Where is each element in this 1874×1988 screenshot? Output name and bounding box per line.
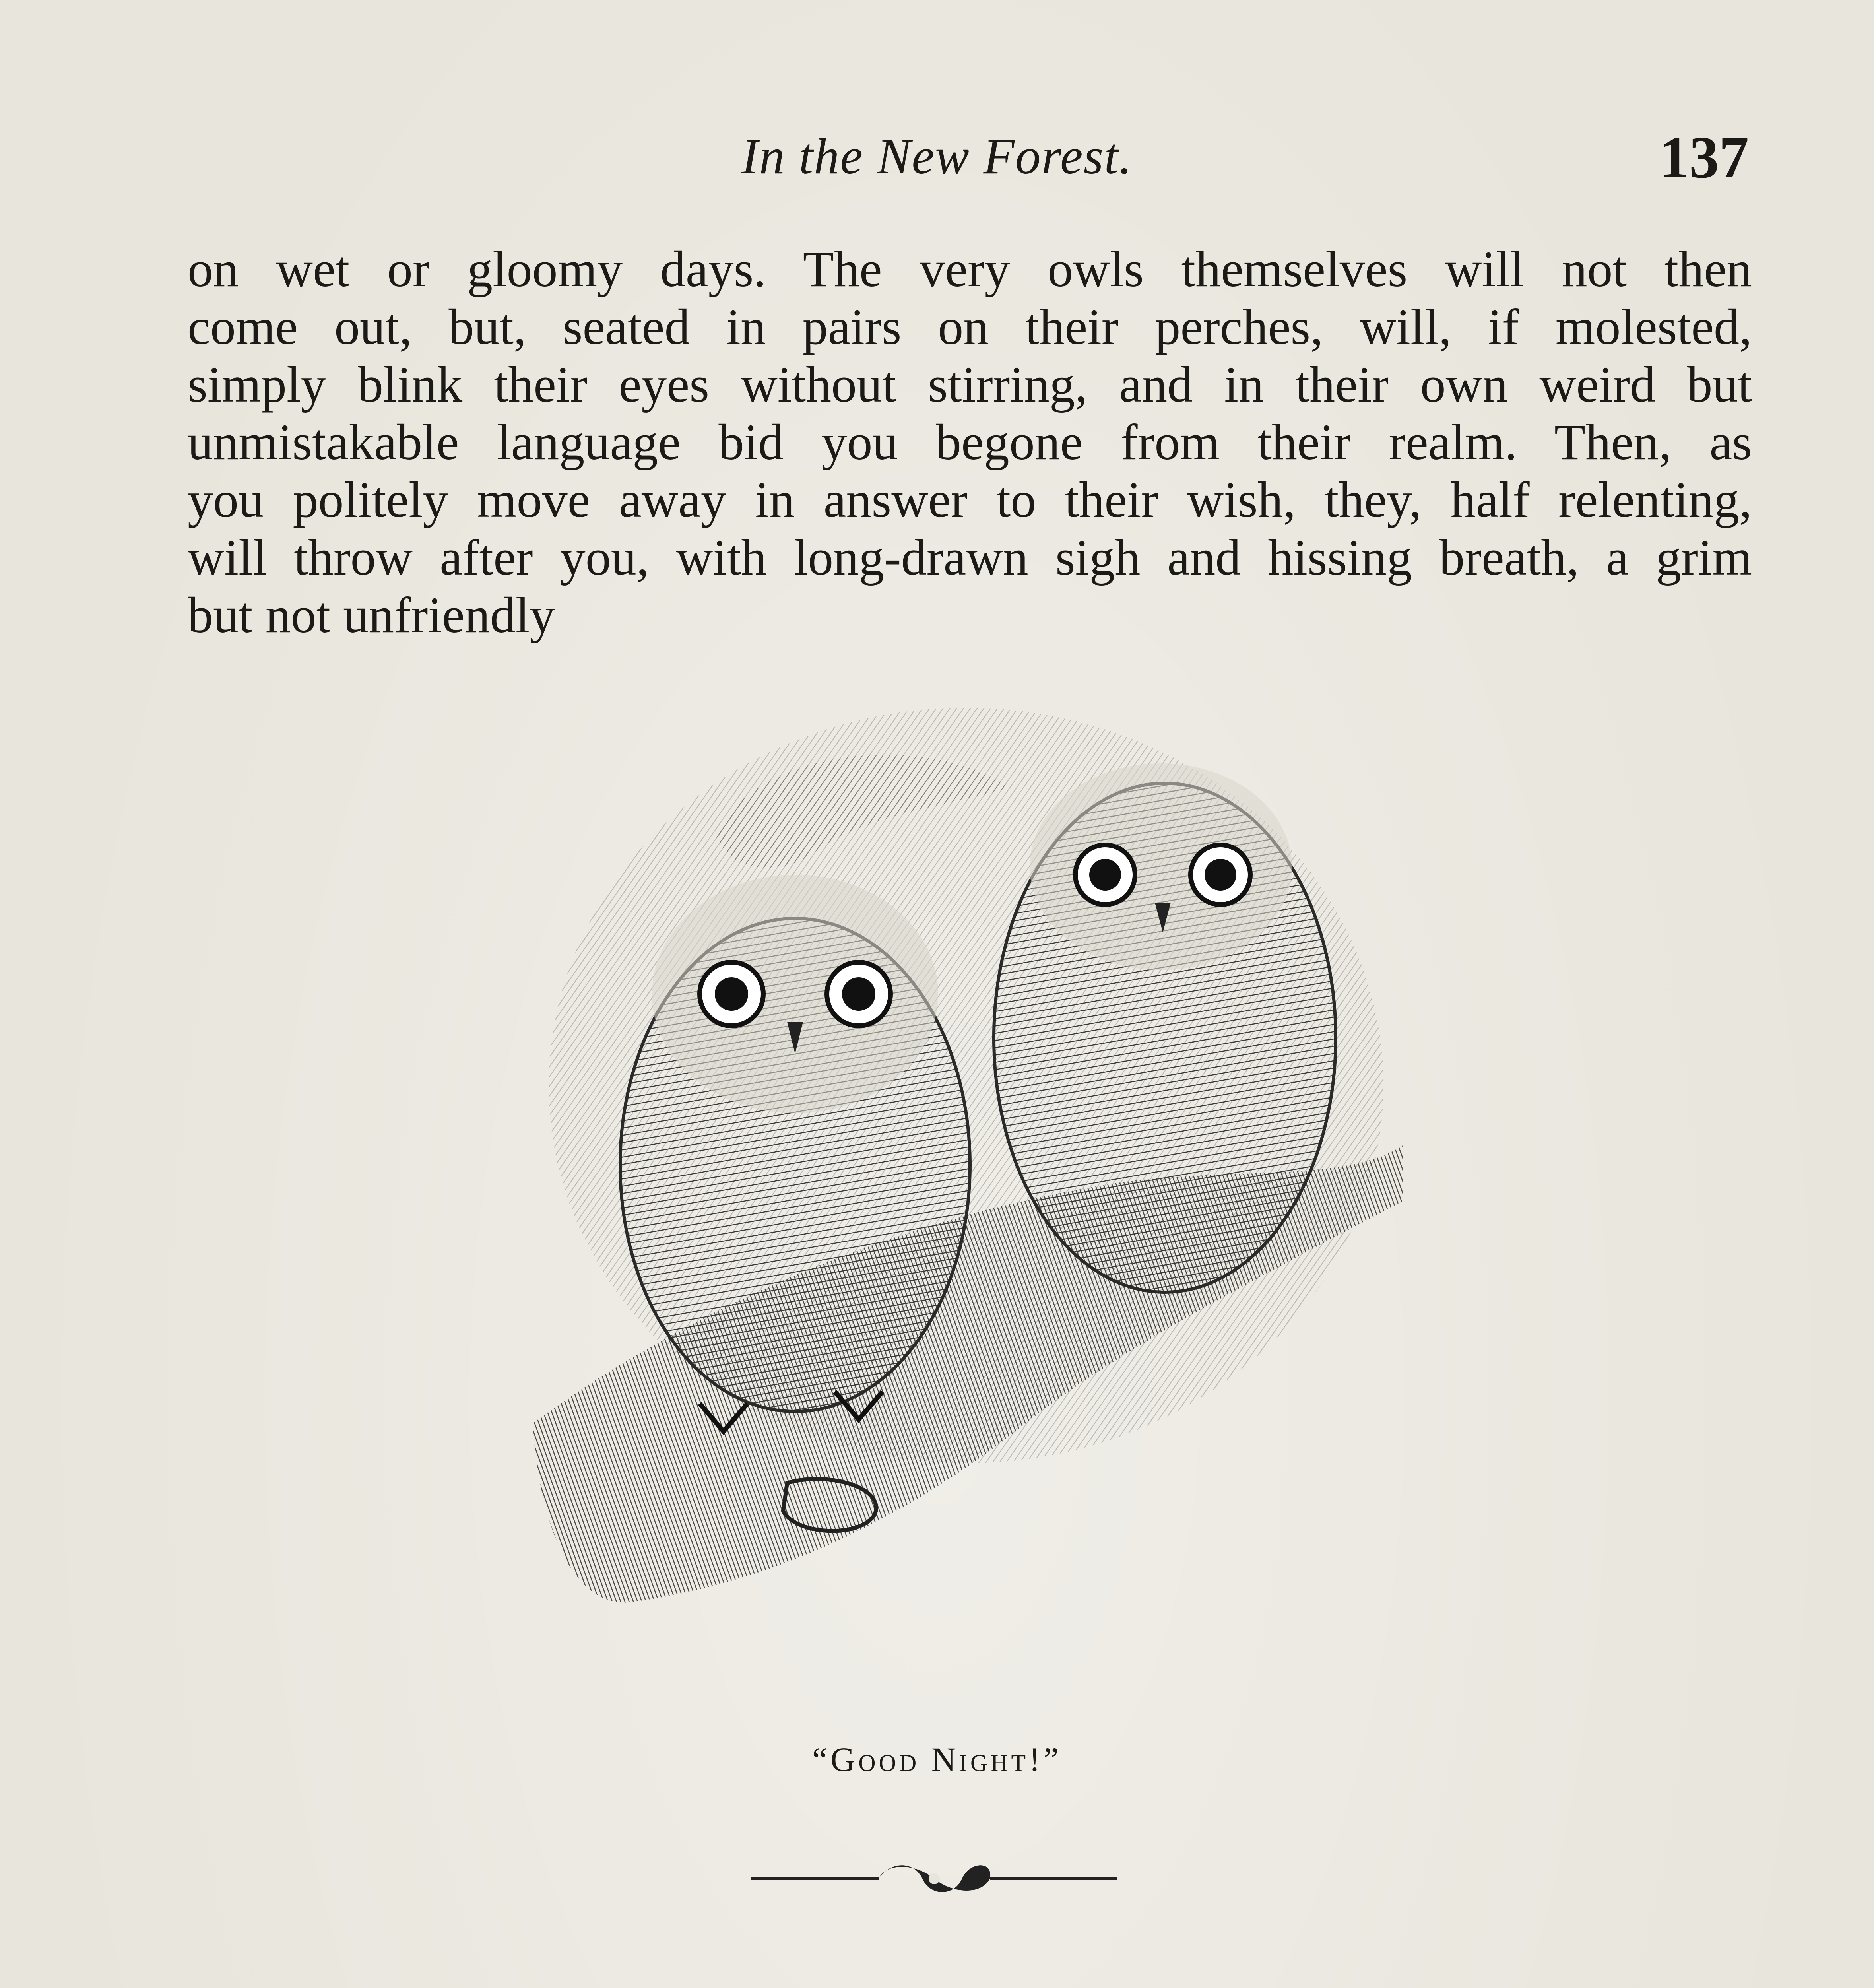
owls-illustration [509,668,1443,1682]
prose-line: come out, but, seated in pairs on their perches, will, if molested, [188,299,1752,355]
page-number: 137 [1659,124,1749,190]
prose-line: unmistakable language bid you begone from their realm. Then, as [188,414,1752,470]
right-owl [994,763,1336,1292]
prose-line: you politely move away in answer to their wish, they, half relenting, [188,472,1752,528]
prose-line: simply blink their eyes without stirring, and in their own weird but [188,356,1752,413]
prose-line: on wet or gloomy days. The very owls themselves will not then [188,241,1752,297]
ornament-divider [747,1857,1121,1901]
prose-block [188,241,1752,644]
header-title: In the New Forest. [741,128,1133,184]
prose-line: will throw after you, with long-drawn sigh and hissing breath, a grim [188,529,1752,586]
running-head [0,119,1874,199]
prose-line: but not unfriendly [188,587,555,643]
illustration-caption: “Good Night!” [812,1740,1062,1778]
